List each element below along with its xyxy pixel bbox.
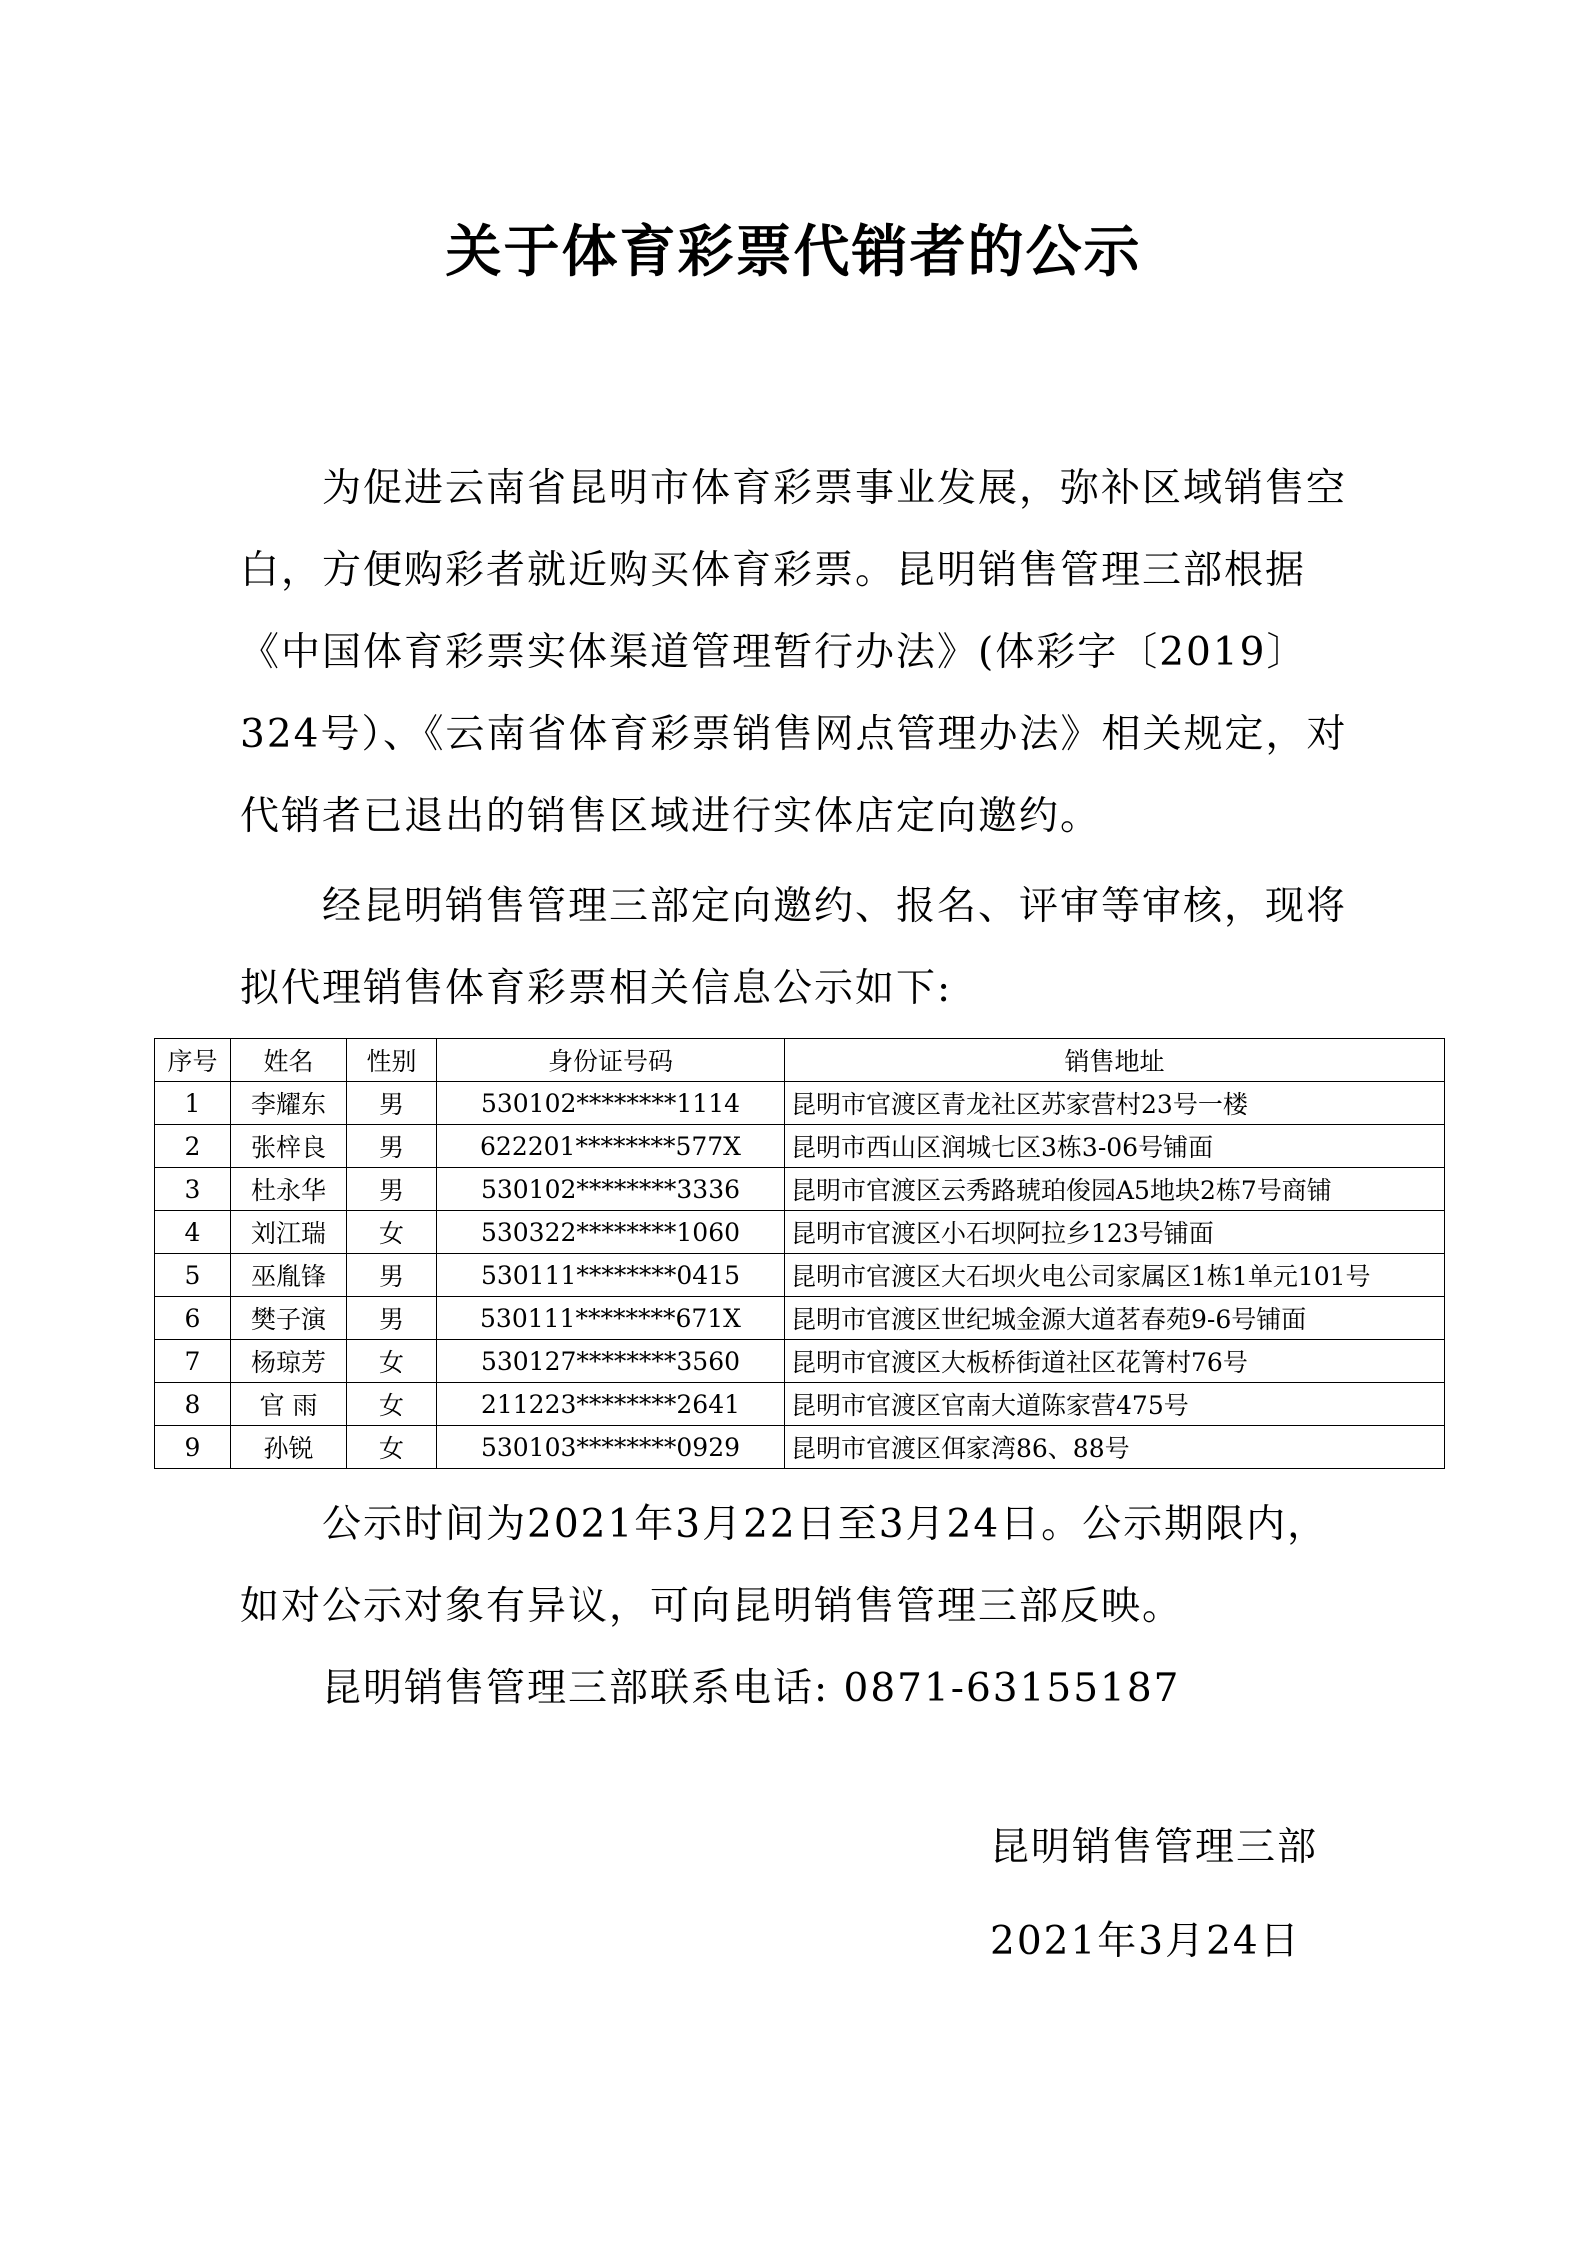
cell-name: 张梓良 xyxy=(231,1125,347,1168)
header-address: 销售地址 xyxy=(785,1039,1445,1082)
cell-index: 4 xyxy=(155,1211,231,1254)
cell-address: 昆明市官渡区官南大道陈家营475号 xyxy=(785,1383,1445,1426)
notice-period-paragraph: 公示时间为2021年3月22日至3月24日。公示期限内，如对公示对象有异议，可向昆明销售管理三部反映。 xyxy=(240,1502,1329,1629)
review-paragraph: 经昆明销售管理三部定向邀约、报名、评审等审核，现将拟代理销售体育彩票相关信息公示如下: xyxy=(240,884,1348,1011)
cell-name: 杜永华 xyxy=(231,1168,347,1211)
table-row xyxy=(155,1426,1445,1469)
cell-gender: 女 xyxy=(347,1340,437,1383)
cell-id-number: 530111********0415 xyxy=(437,1254,785,1297)
cell-id-number: 530102********3336 xyxy=(437,1168,785,1211)
cell-name: 杨琼芳 xyxy=(231,1340,347,1383)
cell-index: 9 xyxy=(155,1426,231,1469)
cell-gender: 女 xyxy=(347,1211,437,1254)
cell-name: 孙锐 xyxy=(231,1426,347,1469)
cell-address: 昆明市官渡区佴家湾86、88号 xyxy=(785,1426,1445,1469)
table-row xyxy=(155,1340,1445,1383)
cell-address: 昆明市官渡区大板桥街道社区花箐村76号 xyxy=(785,1340,1445,1383)
cell-gender: 男 xyxy=(347,1082,437,1125)
table-header-row xyxy=(155,1039,1445,1082)
cell-id-number: 530127********3560 xyxy=(437,1340,785,1383)
cell-id-number: 530102********1114 xyxy=(437,1082,785,1125)
cell-address: 昆明市官渡区世纪城金源大道茗春苑9-6号铺面 xyxy=(785,1297,1445,1340)
table-row xyxy=(155,1254,1445,1297)
cell-gender: 男 xyxy=(347,1168,437,1211)
table-row xyxy=(155,1211,1445,1254)
cell-index: 6 xyxy=(155,1297,231,1340)
cell-gender: 男 xyxy=(347,1297,437,1340)
table-row xyxy=(155,1082,1445,1125)
header-gender: 性别 xyxy=(347,1039,437,1082)
page-title: 关于体育彩票代销者的公示 xyxy=(445,219,1142,285)
cell-id-number: 530103********0929 xyxy=(437,1426,785,1469)
cell-address: 昆明市官渡区大石坝火电公司家属区1栋1单元101号 xyxy=(785,1254,1445,1297)
signature-org: 昆明销售管理三部 xyxy=(990,1825,1319,1870)
cell-index: 7 xyxy=(155,1340,231,1383)
cell-name: 刘江瑞 xyxy=(231,1211,347,1254)
header-name: 姓名 xyxy=(231,1039,347,1082)
cell-address: 昆明市官渡区青龙社区苏家营村23号一楼 xyxy=(785,1082,1445,1125)
cell-index: 5 xyxy=(155,1254,231,1297)
table-row xyxy=(155,1168,1445,1211)
cell-address: 昆明市西山区润城七区3栋3-06号铺面 xyxy=(785,1125,1445,1168)
cell-id-number: 622201********577X xyxy=(437,1125,785,1168)
cell-index: 2 xyxy=(155,1125,231,1168)
cell-name: 樊子演 xyxy=(231,1297,347,1340)
cell-gender: 女 xyxy=(347,1383,437,1426)
cell-gender: 女 xyxy=(347,1426,437,1469)
table-row xyxy=(155,1125,1445,1168)
cell-name: 官 雨 xyxy=(231,1383,347,1426)
table-row xyxy=(155,1383,1445,1426)
vendor-table xyxy=(154,1038,1445,1469)
cell-index: 3 xyxy=(155,1168,231,1211)
cell-name: 李耀东 xyxy=(231,1082,347,1125)
table-row xyxy=(155,1297,1445,1340)
cell-gender: 男 xyxy=(347,1125,437,1168)
intro-paragraph: 为促进云南省昆明市体育彩票事业发展，弥补区域销售空白，方便购彩者就近购买体育彩票。昆明销售管理三部根据《中国体育彩票实体渠道管理暂行办法》(体彩字〔2019〕324号）、《云南省体育彩票销售网点管理办法》相关规定，对代销者已退出的销售区域进行实体店定向邀约。 xyxy=(240,466,1348,839)
cell-index: 8 xyxy=(155,1383,231,1426)
cell-index: 1 xyxy=(155,1082,231,1125)
signature-date: 2021年3月24日 xyxy=(990,1919,1301,1964)
header-index: 序号 xyxy=(155,1039,231,1082)
header-id-number: 身份证号码 xyxy=(437,1039,785,1082)
cell-address: 昆明市官渡区小石坝阿拉乡123号铺面 xyxy=(785,1211,1445,1254)
cell-address: 昆明市官渡区云秀路琥珀俊园A5地块2栋7号商铺 xyxy=(785,1168,1445,1211)
cell-name: 巫胤锋 xyxy=(231,1254,347,1297)
contact-paragraph: 昆明销售管理三部联系电话: 0871-63155187 xyxy=(322,1666,1181,1711)
cell-id-number: 530322********1060 xyxy=(437,1211,785,1254)
cell-id-number: 530111********671X xyxy=(437,1297,785,1340)
cell-gender: 男 xyxy=(347,1254,437,1297)
cell-id-number: 211223********2641 xyxy=(437,1383,785,1426)
